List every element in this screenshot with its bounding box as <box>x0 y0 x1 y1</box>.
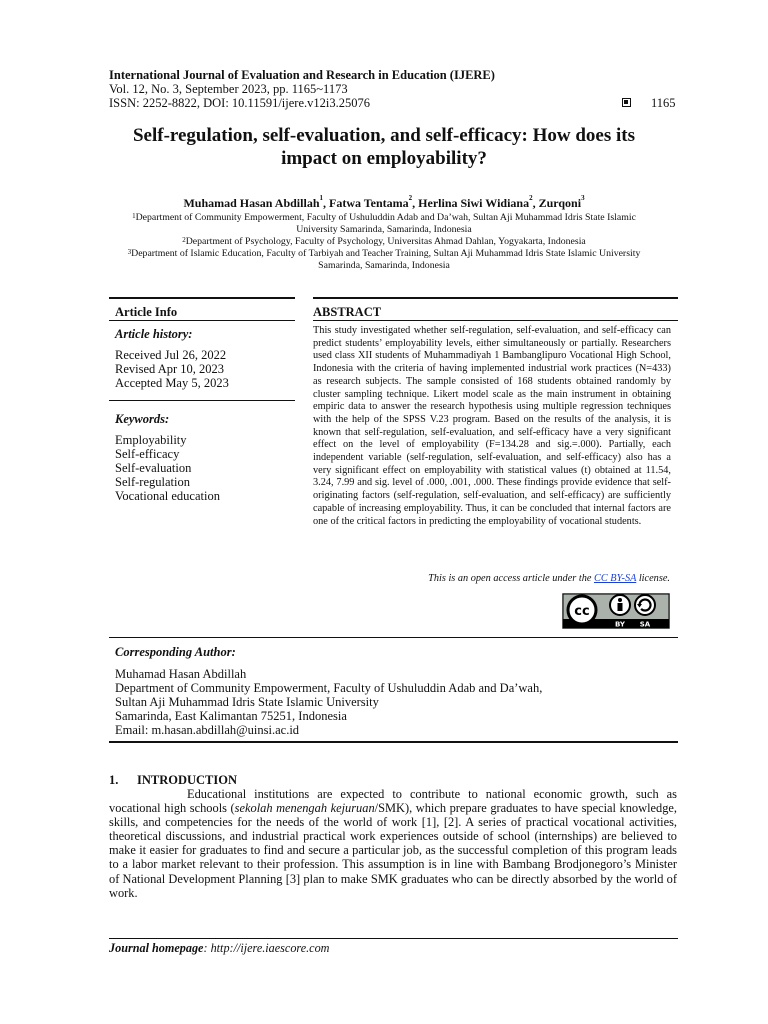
article-history-label: Article history: <box>115 327 193 341</box>
cc-by-sa-badge-icon[interactable] <box>562 593 670 629</box>
affiliation-2-line-1: Department of Psychology, Faculty of Psychology, Universitas Ahmad Dahlan, Yogyakarta, Indonesia <box>185 236 586 247</box>
open-access-prefix: This is an open access article under the <box>428 573 594 584</box>
author-4: , Zurqoni <box>532 196 582 210</box>
info-top-rule <box>109 297 295 299</box>
issn-doi: ISSN: 2252-8822, DOI: 10.11591/ijere.v12i3.25076 <box>109 96 370 110</box>
revised-date: Revised Apr 10, 2023 <box>115 362 225 376</box>
homepage-url[interactable]: : http://ijere.iaescore.com <box>203 941 330 955</box>
footer-rule <box>109 938 678 939</box>
title-line-2: impact on employability? <box>281 148 487 169</box>
keyword-item: Self-regulation <box>115 475 190 489</box>
intro-text-end: /SMK), which prepare graduates to have special knowledge, skills, and competencies for the needs of the world of work [1], [2]. A series of practical vocational activities, theoretical discussions, and industrial practical work experiences outside of school (internships) are believed to make it easier for graduates to find and secure a particular job, as the successful completion of this program leads to a labor market relevant to their profession. This assumption is in line with Bambang Brodjonegoro’s Minister of National Development Planning [3] plan to make SMK graduates who can be directly absorbed by the world of work. <box>109 801 678 900</box>
corresponding-email: Email: m.hasan.abdillah@uinsi.ac.id <box>115 723 300 737</box>
info-bottom-rule <box>109 741 678 743</box>
author-list <box>100 196 668 211</box>
page-number: 1165 <box>651 96 676 110</box>
author-1-affil: 1 <box>319 194 323 202</box>
affiliation-1 <box>100 212 668 236</box>
author-3: , Herlina Siwi Widiana <box>412 196 530 210</box>
accepted-date: Accepted May 5, 2023 <box>115 376 229 390</box>
corresponding-author-label: Corresponding Author: <box>115 645 236 659</box>
title-line-1: Self-regulation, self-evaluation, and self-efficacy: How does its <box>132 125 636 146</box>
affiliation-3-line-1: Department of Islamic Education, Faculty of Tarbiyah and Teacher Training, Sultan Aji Muhammad Idris State Islamic University <box>131 248 641 259</box>
affiliation-3-number: 3 <box>127 248 132 256</box>
homepage-label: Journal homepage <box>109 941 204 955</box>
cc-by-sa-link[interactable]: CC BY-SA <box>594 573 637 584</box>
corresponding-name: Muhamad Hasan Abdillah <box>115 667 247 681</box>
affiliation-2-number: 2 <box>182 236 186 244</box>
journal-name: International Journal of Evaluation and Research in Education (IJERE) <box>109 68 495 82</box>
keyword-item: Self-efficacy <box>115 447 180 461</box>
abstract-heading-rule <box>313 320 678 321</box>
open-access-suffix: license. <box>636 573 670 584</box>
author-2-affil: 2 <box>408 194 413 202</box>
abstract-body: This study investigated whether self-regulation, self-evaluation, and self-efficacy can predict students’ employability levels, either simultaneously or partially. Researchers used class XII students of Muhammadiyah 1 Bambanglipuro Vocational High School, Indonesia with the criteria of having implemented industrial work practices (N=433) as research subjects. The sample consisted of 168 students obtained randomly by cluster sampling technique. Likert model scale as the main instrument in obtaining empiric data to answer the research hypothesis using multiple regression techniques with the help of the SPSS V.23 program. Based on the results of the analysis, it is known that self-regulation, self-evaluation, and self-efficacy have a very significant effect on the level of employability (F=134.28 and sig.=.000). Partially, each independent variable (self-regulation, self-evaluation, and self-efficacy) also has a very significant effect on employability with statistical values (t) obtained at 11.54, 3.24, 7.99 and sig. level of .000, .001, .000. These findings provide evidence that self-originating factors (self-regulation, self-evaluation, and self-efficacy) are sufficiently capable of increasing employability. Thus, it can be concluded that internal factors are one of the critical factors in predicting the employability of vocational students. <box>313 325 671 527</box>
keywords-label: Keywords: <box>115 412 170 426</box>
cc-sa-label: SA <box>639 620 651 629</box>
abstract-heading: ABSTRACT <box>313 305 382 319</box>
article-info-heading: Article Info <box>115 305 178 319</box>
section-heading: INTRODUCTION <box>137 773 238 787</box>
intro-paragraph <box>109 787 677 900</box>
keyword-item: Vocational education <box>115 489 220 503</box>
open-access-note <box>428 573 670 584</box>
cc-by-label: BY <box>614 620 626 629</box>
abstract-top-rule <box>313 297 678 299</box>
paper-title <box>100 124 668 170</box>
corresponding-university: Sultan Aji Muhammad Idris State Islamic University <box>115 695 379 709</box>
keyword-item: Self-evaluation <box>115 461 192 475</box>
history-rule <box>109 400 295 401</box>
affiliation-1-line-2: University Samarinda, Samarinda, Indonesia <box>296 224 472 235</box>
author-4-affil: 3 <box>581 194 585 202</box>
affiliation-1-line-1: Department of Community Empowerment, Faculty of Ushuluddin Adab and Da’wah, Sultan Aji Muhammad Idris State Islamic <box>135 212 636 223</box>
page-square-icon <box>622 98 631 107</box>
corresponding-rule <box>109 637 678 638</box>
volume-info: Vol. 12, No. 3, September 2023, pp. 1165~1173 <box>109 82 348 96</box>
affiliation-3 <box>100 248 668 272</box>
intro-text-start: Educational institutions are expected to contribute to national economic growth, such as vocational high schools ( <box>109 787 677 816</box>
author-3-affil: 2 <box>529 194 533 202</box>
corresponding-department: Department of Community Empowerment, Faculty of Ushuluddin Adab and Da’wah, <box>115 681 543 695</box>
journal-homepage <box>109 941 329 956</box>
info-heading-rule <box>109 320 295 321</box>
corresponding-address: Samarinda, East Kalimantan 75251, Indonesia <box>115 709 347 723</box>
svg-text:cc: cc <box>574 604 590 619</box>
keyword-item: Employability <box>115 433 187 447</box>
affiliation-2 <box>100 236 668 248</box>
author-1: Muhamad Hasan Abdillah <box>183 196 320 210</box>
affiliation-1-number: 1 <box>132 212 136 220</box>
intro-text-italic: sekolah menengah kejuruan <box>234 801 375 816</box>
section-number: 1. <box>109 773 119 787</box>
author-2: , Fatwa Tentama <box>323 196 409 210</box>
affiliation-3-line-2: Samarinda, Samarinda, Indonesia <box>318 260 450 271</box>
received-date: Received Jul 26, 2022 <box>115 348 227 362</box>
